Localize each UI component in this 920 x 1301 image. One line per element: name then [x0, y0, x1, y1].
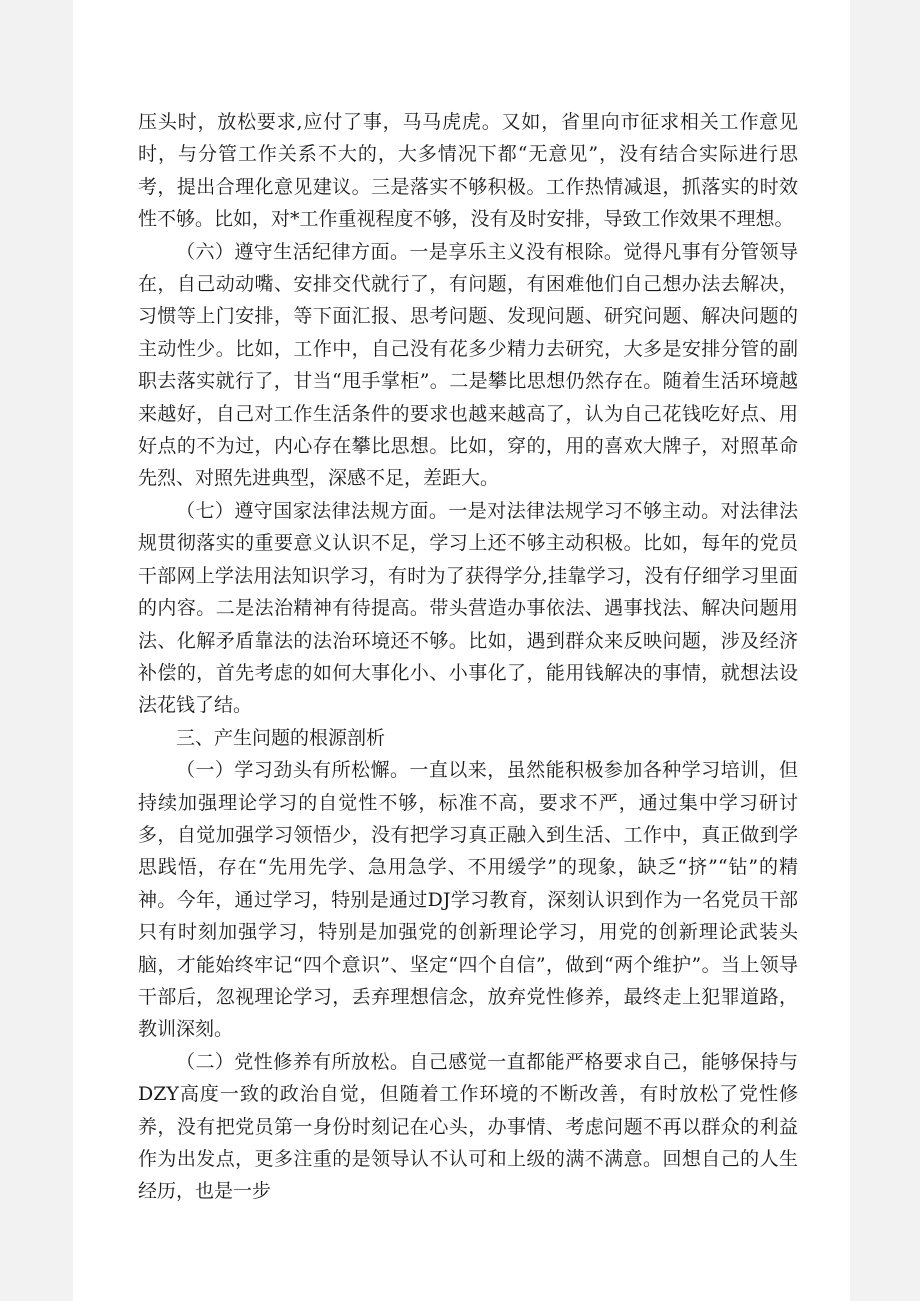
paragraph-cause-1: （一）学习劲头有所松懈。一直以来，虽然能积极参加各种学习培训，但持续加强理论学习的自觉性不够，标准不高，要求不严，通过集中学习研讨多，自觉加强学习领悟少，没有把学习真正融入到生活、工作中，真正做到学思践悟，存在“先用先学、急用急学、不用缓学”的现象，缺乏“挤”“钻”的精神。今年，通过学习，特别是通过DJ学习教育，深刻认识到作为一名党员干部只有时刻加强学习，特别是加强党的创新理论学习，用党的创新理论武装头脑，才能始终牢记“四个意识”、坚定“四个自信”，做到“两个维护”。当上领导干部后，忽视理论学习，丢弃理想信念，放弃党性修养，最终走上犯罪道路，教训深刻。: [138, 759, 798, 1041]
document-page: [73, 0, 850, 1301]
paragraph-section-7: （七）遵守国家法律法规方面。一是对法律法规学习不够主动。对法律法规贯彻落实的重要意义认识不足，学习上还不够主动积极。比如，每年的党员干部网上学法用法知识学习，有时为了获得学分,挂靠学习，没有仔细学习里面的内容。二是法治精神有待提高。带头营造办事依法、遇事找法、解决问题用法、化解矛盾靠法的法治环境还不够。比如，遇到群众来反映问题，涉及经济补偿的，首先考虑的如何大事化小、小事化了，能用钱解决的事情，就想法设法花钱了结。: [138, 499, 798, 717]
section-heading-root-cause: 三、产生问题的根源剖析: [176, 726, 386, 749]
paragraph-cause-2: （二）党性修养有所放松。自己感觉一直都能严格要求自己，能够保持与DZY高度一致的政治自觉，但随着工作环境的不断改善，有时放松了党性修养，没有把党员第一身份时刻记在心头，办事情、考虑问题不再以群众的利益作为出发点，更多注重的是领导认不认可和上级的满不满意。回想自己的人生经历，也是一步: [138, 1050, 798, 1203]
paragraph-section-6: （六）遵守生活纪律方面。一是享乐主义没有根除。觉得凡事有分管领导在，自己动动嘴、安排交代就行了，有问题，有困难他们自己想办法去解决，习惯等上门安排，等下面汇报、思考问题、发现问题、研究问题、解决问题的主动性少。比如，工作中，自己没有花多少精力去研究，大多是安排分管的副职去落实就行了，甘当“甩手掌柜”。二是攀比思想仍然存在。随着生活环境越来越好，自己对工作生活条件的要求也越来越高了，认为自己花钱吃好点、用好点的不为过，内心存在攀比思想。比如，穿的，用的喜欢大牌子，对照革命先烈、对照先进典型，深感不足，差距大。: [138, 240, 798, 490]
document-body: [138, 106, 798, 1208]
paragraph-continuation: 压头时，放松要求,应付了事，马马虎虎。又如，省里向市征求相关工作意见时，与分管工作关系不大的，大多情况下都“无意见”，没有结合实际进行思考，提出合理化意见建议。三是落实不够积极。工作热情减退，抓落实的时效性不够。比如，对*工作重视程度不够，没有及时安排，导致工作效果不理想。: [138, 111, 798, 231]
